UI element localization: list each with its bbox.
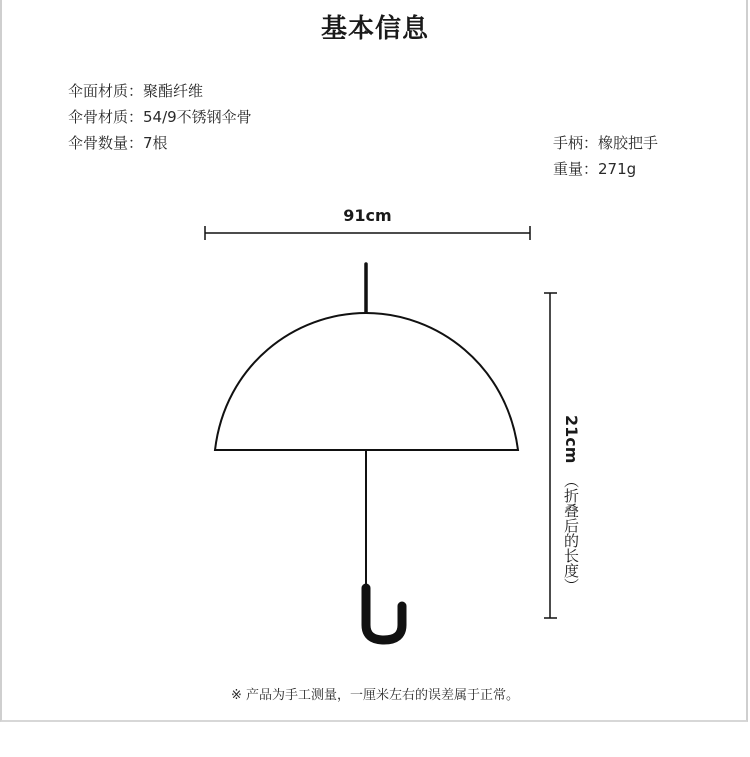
- umbrella-canopy: [215, 313, 518, 450]
- footnote: ※ 产品为手工测量，一厘米左右的误差属于正常。: [230, 688, 520, 703]
- height-label-group: [556, 415, 582, 615]
- width-label: 91cm: [343, 206, 392, 225]
- page-title: 基本信息: [320, 14, 429, 44]
- spec-handle: 手柄：橡胶把手: [553, 134, 659, 152]
- height-label: 21cm: [562, 415, 581, 464]
- height-note: （折叠后的长度）: [562, 473, 580, 594]
- umbrella-handle: [366, 588, 402, 640]
- spec-canopy-material: 伞面材质：聚酯纤维: [68, 82, 204, 100]
- spec-weight: 重量：271g: [553, 160, 637, 178]
- width-dimension-line: [205, 226, 530, 240]
- spec-rib-count: 伞骨数量：7根: [68, 134, 168, 152]
- spec-rib-material: 伞骨材质：54/9不锈钢伞骨: [68, 108, 252, 126]
